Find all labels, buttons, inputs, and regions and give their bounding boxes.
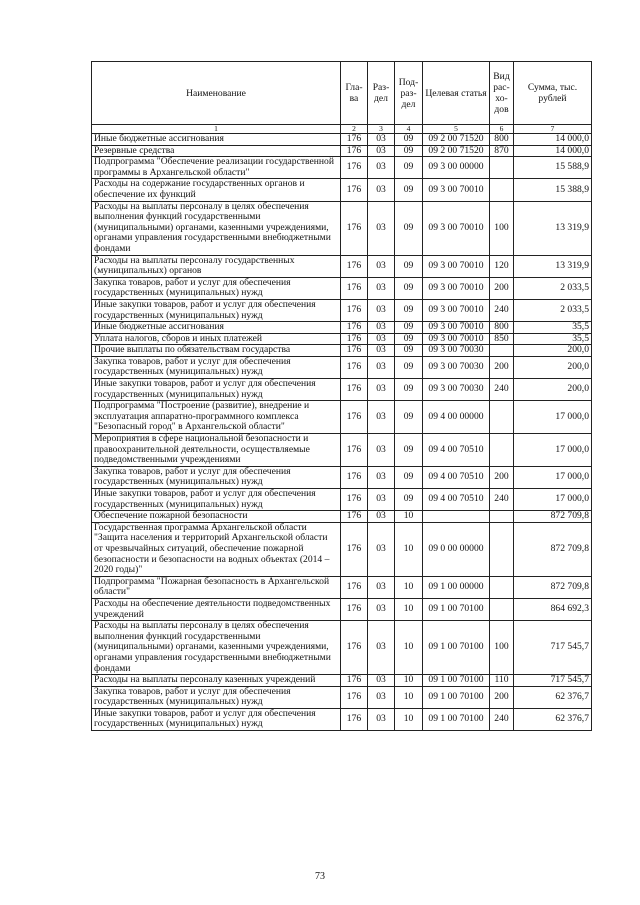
table-row <box>92 434 592 467</box>
row-target <box>423 511 490 523</box>
header-sum: Сумма, тыс. рублей <box>514 62 592 125</box>
row-name: Расходы на обеспечение деятельности подведомственных учреждений <box>92 598 341 620</box>
budget-table <box>91 61 592 731</box>
row-podrazdel: 09 <box>395 145 423 157</box>
row-sum: 35,5 <box>514 322 592 334</box>
row-vid <box>490 511 514 523</box>
row-vid <box>490 401 514 434</box>
row-glava: 176 <box>341 522 368 576</box>
row-glava: 176 <box>341 708 368 730</box>
table-row <box>92 379 592 401</box>
row-podrazdel: 10 <box>395 511 423 523</box>
row-glava: 176 <box>341 379 368 401</box>
row-razdel: 03 <box>368 511 395 523</box>
row-sum: 864 692,3 <box>514 598 592 620</box>
row-name: Иные закупки товаров, работ и услуг для обеспечения государственных (муниципальных) нужд <box>92 489 341 511</box>
row-vid <box>490 345 514 357</box>
row-vid <box>490 179 514 201</box>
row-name: Расходы на выплаты персоналу в целях обеспечения выполнения функций государственными (муниципальными) органами, казенными учреждениями, органами управления государственными внебюджетными фондами <box>92 201 341 255</box>
row-name: Подпрограмма "Построение (развитие), внедрение и эксплуатация аппаратно-программного комплекса "Безопасный город" в Архангельской области" <box>92 401 341 434</box>
row-glava: 176 <box>341 277 368 299</box>
row-razdel: 03 <box>368 157 395 179</box>
row-name: Закупка товаров, работ и услуг для обеспечения государственных (муниципальных) нужд <box>92 466 341 488</box>
header-vid: Вид рас-хо-дов <box>490 62 514 125</box>
table-row <box>92 356 592 378</box>
row-sum: 200,0 <box>514 379 592 401</box>
row-target: 09 2 00 71520 <box>423 145 490 157</box>
table-row <box>92 675 592 687</box>
row-razdel: 03 <box>368 145 395 157</box>
row-razdel: 03 <box>368 675 395 687</box>
row-glava: 176 <box>341 201 368 255</box>
table-row <box>92 489 592 511</box>
row-sum: 2 033,5 <box>514 299 592 321</box>
row-name: Резервные средства <box>92 145 341 157</box>
table-row <box>92 134 592 146</box>
row-sum: 17 000,0 <box>514 434 592 467</box>
row-target: 09 1 00 70100 <box>423 686 490 708</box>
row-vid <box>490 522 514 576</box>
row-target: 09 1 00 00000 <box>423 576 490 598</box>
row-target: 09 3 00 70010 <box>423 277 490 299</box>
row-vid: 200 <box>490 277 514 299</box>
row-glava: 176 <box>341 401 368 434</box>
row-target: 09 1 00 70100 <box>423 675 490 687</box>
row-podrazdel: 09 <box>395 489 423 511</box>
row-podrazdel: 09 <box>395 345 423 357</box>
row-podrazdel: 09 <box>395 255 423 277</box>
table-row <box>92 511 592 523</box>
row-podrazdel: 09 <box>395 157 423 179</box>
row-vid: 800 <box>490 134 514 146</box>
column-number: 4 <box>395 125 423 134</box>
row-podrazdel: 09 <box>395 379 423 401</box>
row-name: Государственная программа Архангельской области "Защита населения и территорий Архангельской области от чрезвычайных ситуаций, обеспечение пожарной безопасности и безопасности на водных объектах (2014 – 2020 годы)" <box>92 522 341 576</box>
row-sum: 200,0 <box>514 345 592 357</box>
row-podrazdel: 10 <box>395 522 423 576</box>
row-target: 09 3 00 70010 <box>423 179 490 201</box>
row-sum: 14 000,0 <box>514 134 592 146</box>
row-razdel: 03 <box>368 201 395 255</box>
row-name: Обеспечение пожарной безопасности <box>92 511 341 523</box>
table-row <box>92 576 592 598</box>
row-podrazdel: 09 <box>395 134 423 146</box>
row-podrazdel: 09 <box>395 401 423 434</box>
row-glava: 176 <box>341 255 368 277</box>
column-number: 5 <box>423 125 490 134</box>
row-vid: 120 <box>490 255 514 277</box>
row-razdel: 03 <box>368 621 395 675</box>
table-row <box>92 401 592 434</box>
row-target: 09 1 00 70100 <box>423 621 490 675</box>
row-target: 09 3 00 70010 <box>423 333 490 345</box>
row-name: Закупка товаров, работ и услуг для обеспечения государственных (муниципальных) нужд <box>92 277 341 299</box>
row-vid: 100 <box>490 621 514 675</box>
row-vid: 110 <box>490 675 514 687</box>
header-name: Наименование <box>92 62 341 125</box>
row-sum: 62 376,7 <box>514 686 592 708</box>
row-podrazdel: 10 <box>395 598 423 620</box>
row-target: 09 4 00 70510 <box>423 434 490 467</box>
table-row <box>92 621 592 675</box>
row-target: 09 3 00 70010 <box>423 322 490 334</box>
table-row <box>92 466 592 488</box>
table-row <box>92 201 592 255</box>
table-row <box>92 322 592 334</box>
row-vid: 240 <box>490 489 514 511</box>
row-target: 09 3 00 00000 <box>423 157 490 179</box>
row-vid: 240 <box>490 708 514 730</box>
row-target: 09 0 00 00000 <box>423 522 490 576</box>
row-podrazdel: 10 <box>395 621 423 675</box>
row-target: 09 4 00 70510 <box>423 489 490 511</box>
row-podrazdel: 09 <box>395 356 423 378</box>
row-sum: 62 376,7 <box>514 708 592 730</box>
row-glava: 176 <box>341 576 368 598</box>
row-razdel: 03 <box>368 401 395 434</box>
column-number: 6 <box>490 125 514 134</box>
row-name: Подпрограмма "Пожарная безопасность в Архангельской области" <box>92 576 341 598</box>
row-name: Иные закупки товаров, работ и услуг для обеспечения государственных (муниципальных) нужд <box>92 708 341 730</box>
column-number: 7 <box>514 125 592 134</box>
row-target: 09 3 00 70030 <box>423 379 490 401</box>
row-sum: 200,0 <box>514 356 592 378</box>
table-row <box>92 255 592 277</box>
row-vid: 240 <box>490 379 514 401</box>
row-sum: 872 709,8 <box>514 511 592 523</box>
row-glava: 176 <box>341 621 368 675</box>
row-vid: 200 <box>490 686 514 708</box>
row-name: Иные закупки товаров, работ и услуг для обеспечения государственных (муниципальных) нужд <box>92 379 341 401</box>
row-razdel: 03 <box>368 356 395 378</box>
row-glava: 176 <box>341 489 368 511</box>
row-glava: 176 <box>341 179 368 201</box>
row-razdel: 03 <box>368 598 395 620</box>
row-target: 09 1 00 70100 <box>423 708 490 730</box>
row-vid <box>490 157 514 179</box>
header-razdel: Раз-дел <box>368 62 395 125</box>
row-vid: 200 <box>490 466 514 488</box>
row-razdel: 03 <box>368 576 395 598</box>
row-podrazdel: 09 <box>395 299 423 321</box>
row-glava: 176 <box>341 134 368 146</box>
row-podrazdel: 10 <box>395 675 423 687</box>
row-glava: 176 <box>341 333 368 345</box>
row-name: Расходы на выплаты персоналу казенных учреждений <box>92 675 341 687</box>
row-sum: 717 545,7 <box>514 621 592 675</box>
row-podrazdel: 10 <box>395 708 423 730</box>
column-number: 1 <box>92 125 341 134</box>
row-name: Закупка товаров, работ и услуг для обеспечения государственных (муниципальных) нужд <box>92 686 341 708</box>
row-podrazdel: 09 <box>395 466 423 488</box>
row-target: 09 3 00 70010 <box>423 201 490 255</box>
table-body <box>92 134 592 731</box>
row-razdel: 03 <box>368 179 395 201</box>
row-vid <box>490 576 514 598</box>
row-sum: 2 033,5 <box>514 277 592 299</box>
row-name: Уплата налогов, сборов и иных платежей <box>92 333 341 345</box>
row-podrazdel: 10 <box>395 686 423 708</box>
row-razdel: 03 <box>368 333 395 345</box>
column-number: 3 <box>368 125 395 134</box>
row-razdel: 03 <box>368 686 395 708</box>
header-row <box>92 62 592 125</box>
row-razdel: 03 <box>368 489 395 511</box>
row-vid: 870 <box>490 145 514 157</box>
row-name: Иные бюджетные ассигнования <box>92 322 341 334</box>
row-name: Иные закупки товаров, работ и услуг для обеспечения государственных (муниципальных) нужд <box>92 299 341 321</box>
row-glava: 176 <box>341 356 368 378</box>
row-podrazdel: 10 <box>395 576 423 598</box>
row-sum: 17 000,0 <box>514 466 592 488</box>
row-target: 09 3 00 70010 <box>423 299 490 321</box>
row-glava: 176 <box>341 675 368 687</box>
header-glava: Гла-ва <box>341 62 368 125</box>
row-glava: 176 <box>341 598 368 620</box>
row-razdel: 03 <box>368 134 395 146</box>
row-razdel: 03 <box>368 434 395 467</box>
row-razdel: 03 <box>368 277 395 299</box>
row-razdel: 03 <box>368 708 395 730</box>
row-razdel: 03 <box>368 322 395 334</box>
row-razdel: 03 <box>368 345 395 357</box>
row-sum: 35,5 <box>514 333 592 345</box>
row-name: Мероприятия в сфере национальной безопасности и правоохранительной деятельности, осуществляемые подведомственными учреждениями <box>92 434 341 467</box>
row-podrazdel: 09 <box>395 201 423 255</box>
row-razdel: 03 <box>368 379 395 401</box>
row-glava: 176 <box>341 322 368 334</box>
column-number: 2 <box>341 125 368 134</box>
row-name: Прочие выплаты по обязательствам государства <box>92 345 341 357</box>
row-name: Расходы на выплаты персоналу в целях обеспечения выполнения функций государственными (муниципальными) органами, казенными учреждениями, органами управления государственными внебюджетными фондами <box>92 621 341 675</box>
row-razdel: 03 <box>368 522 395 576</box>
row-sum: 717 545,7 <box>514 675 592 687</box>
table-row <box>92 145 592 157</box>
row-name: Иные бюджетные ассигнования <box>92 134 341 146</box>
header-target: Целевая статья <box>423 62 490 125</box>
row-sum: 15 388,9 <box>514 179 592 201</box>
row-vid: 240 <box>490 299 514 321</box>
table-row <box>92 277 592 299</box>
row-target: 09 4 00 00000 <box>423 401 490 434</box>
row-sum: 15 588,9 <box>514 157 592 179</box>
table-row <box>92 598 592 620</box>
row-vid: 100 <box>490 201 514 255</box>
table-row <box>92 686 592 708</box>
table-row <box>92 333 592 345</box>
row-glava: 176 <box>341 686 368 708</box>
row-glava: 176 <box>341 511 368 523</box>
row-podrazdel: 09 <box>395 434 423 467</box>
row-vid <box>490 434 514 467</box>
row-vid <box>490 598 514 620</box>
row-sum: 17 000,0 <box>514 401 592 434</box>
row-target: 09 3 00 70010 <box>423 255 490 277</box>
row-name: Расходы на содержание государственных органов и обеспечение их функций <box>92 179 341 201</box>
page-number: 73 <box>315 871 325 882</box>
row-target: 09 3 00 70030 <box>423 345 490 357</box>
row-target: 09 3 00 70030 <box>423 356 490 378</box>
row-podrazdel: 09 <box>395 179 423 201</box>
row-target: 09 1 00 70100 <box>423 598 490 620</box>
row-sum: 13 319,9 <box>514 255 592 277</box>
row-name: Закупка товаров, работ и услуг для обеспечения государственных (муниципальных) нужд <box>92 356 341 378</box>
table-row <box>92 157 592 179</box>
row-glava: 176 <box>341 345 368 357</box>
row-podrazdel: 09 <box>395 322 423 334</box>
row-name: Подпрограмма "Обеспечение реализации государственной программы в Архангельской области" <box>92 157 341 179</box>
row-sum: 872 709,8 <box>514 576 592 598</box>
row-podrazdel: 09 <box>395 333 423 345</box>
row-podrazdel: 09 <box>395 277 423 299</box>
row-name: Расходы на выплаты персоналу государственных (муниципальных) органов <box>92 255 341 277</box>
row-glava: 176 <box>341 157 368 179</box>
row-vid: 200 <box>490 356 514 378</box>
row-target: 09 4 00 70510 <box>423 466 490 488</box>
row-sum: 14 000,0 <box>514 145 592 157</box>
row-sum: 872 709,8 <box>514 522 592 576</box>
table-row <box>92 345 592 357</box>
row-sum: 13 319,9 <box>514 201 592 255</box>
row-razdel: 03 <box>368 466 395 488</box>
table-row <box>92 708 592 730</box>
table-row <box>92 299 592 321</box>
row-glava: 176 <box>341 299 368 321</box>
row-target: 09 2 00 71520 <box>423 134 490 146</box>
table-row <box>92 179 592 201</box>
row-glava: 176 <box>341 434 368 467</box>
row-vid: 800 <box>490 322 514 334</box>
row-vid: 850 <box>490 333 514 345</box>
row-sum: 17 000,0 <box>514 489 592 511</box>
header-podrazdel: Под-раз-дел <box>395 62 423 125</box>
row-razdel: 03 <box>368 299 395 321</box>
table-row <box>92 522 592 576</box>
row-glava: 176 <box>341 145 368 157</box>
row-razdel: 03 <box>368 255 395 277</box>
row-glava: 176 <box>341 466 368 488</box>
